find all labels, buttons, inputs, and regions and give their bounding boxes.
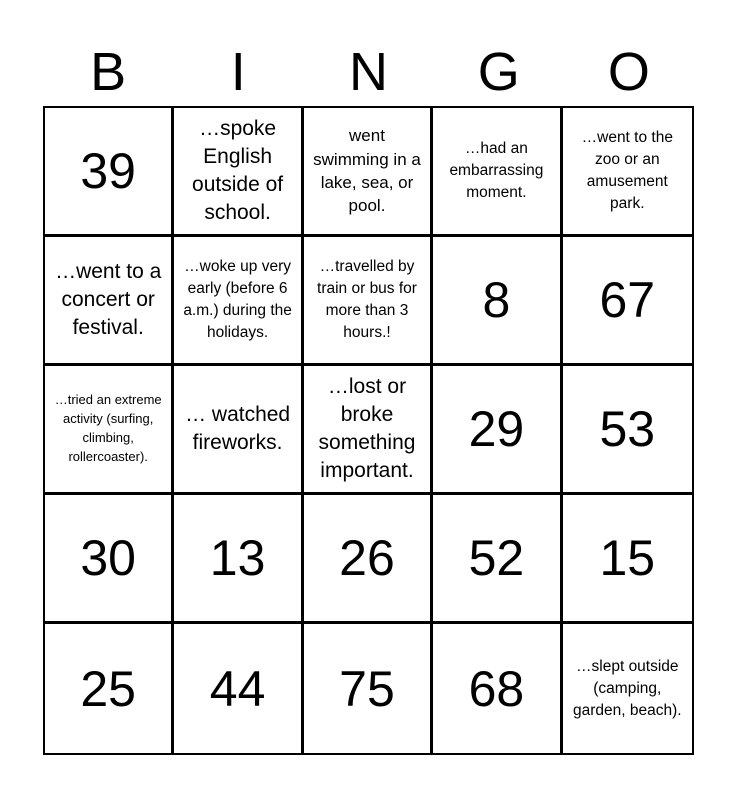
header-letter-b: B [90, 42, 127, 102]
bingo-cell[interactable]: …travelled by train or bus for more than 3 hours.! [304, 237, 433, 366]
bingo-cell[interactable]: 25 [45, 624, 174, 753]
bingo-cell[interactable]: 13 [174, 495, 303, 624]
bingo-cell[interactable]: …tried an extreme activity (surfing, climbing, rollercoaster). [45, 366, 174, 495]
bingo-cell[interactable]: …slept outside (camping, garden, beach). [573, 657, 682, 719]
bingo-cell[interactable]: 39 [45, 108, 174, 237]
bingo-cell[interactable]: 53 [563, 366, 692, 495]
header-letter-g: G [477, 42, 520, 102]
bingo-cell[interactable]: 68 [433, 624, 562, 753]
bingo-cell[interactable]: …went to a concert or festival. [45, 237, 174, 366]
bingo-grid [43, 106, 694, 755]
header-letter-o: O [607, 42, 650, 102]
bingo-cell[interactable]: 75 [304, 624, 433, 753]
bingo-cell[interactable]: …lost or broke something important. [304, 366, 433, 495]
bingo-cell[interactable]: 29 [433, 366, 562, 495]
bingo-cell[interactable]: 26 [304, 495, 433, 624]
bingo-cell[interactable]: …spoke English outside of school. [174, 108, 303, 237]
bingo-cell[interactable]: 8 [433, 237, 562, 366]
bingo-cell[interactable]: 52 [433, 495, 562, 624]
bingo-cell[interactable]: 15 [563, 495, 692, 624]
header-letter-n: N [348, 42, 388, 102]
header-letter-i: I [230, 42, 246, 102]
bingo-cell[interactable]: …had an embarrassing moment. [433, 108, 562, 237]
bingo-cell[interactable]: went swimming in a lake, sea, or pool. [304, 108, 433, 237]
bingo-cell[interactable]: … watched fireworks. [174, 366, 303, 495]
bingo-cell[interactable]: …went to the zoo or an amusement park. [563, 108, 692, 237]
bingo-cell[interactable]: …woke up very early (before 6 a.m.) during the holidays. [174, 237, 303, 366]
bingo-cell[interactable]: 30 [45, 495, 174, 624]
bingo-header [43, 42, 694, 102]
bingo-cell[interactable]: 44 [174, 624, 303, 753]
bingo-cell[interactable]: 67 [563, 237, 692, 366]
